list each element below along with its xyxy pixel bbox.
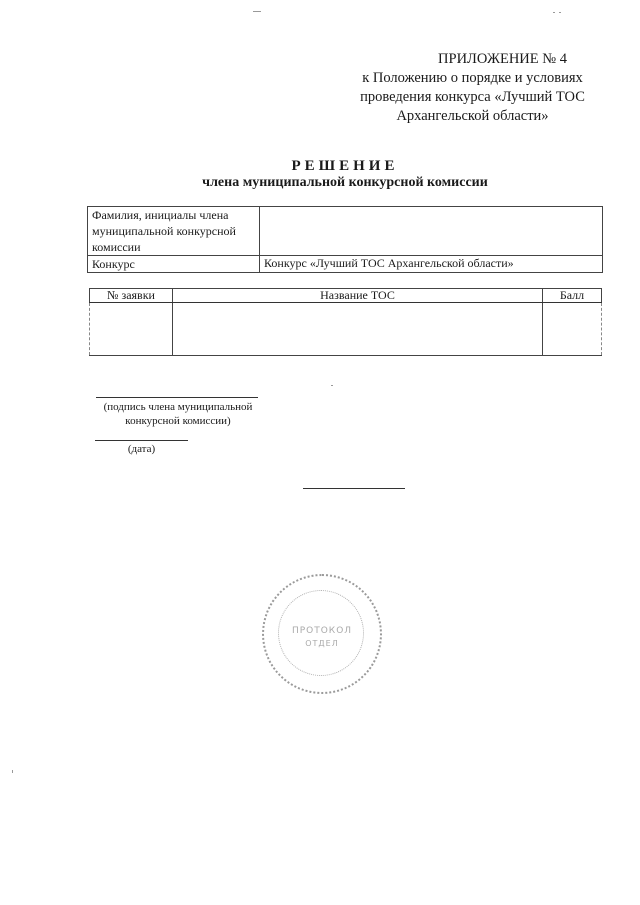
contest-value: Конкурс «Лучший ТОС Архангельской области» [260, 256, 603, 273]
appendix-number: ПРИЛОЖЕНИЕ № 4 [438, 51, 567, 67]
member-name-label: Фамилия, инициалы члена муниципальной конкурсной комиссии [88, 207, 260, 256]
scan-artifact [559, 12, 561, 13]
signature-line [96, 397, 258, 398]
table-header-row [90, 289, 602, 303]
stamp-subtext: ОТДЕЛ [305, 639, 339, 648]
date-line [95, 440, 188, 441]
document-subtitle: члена муниципальной конкурсной комиссии [202, 175, 488, 190]
date-caption: (дата) [127, 443, 156, 455]
table-row [88, 256, 603, 273]
contest-label: Конкурс [88, 256, 260, 273]
application-number-cell[interactable] [90, 303, 173, 356]
signature-caption-line: (подпись члена муниципальной [103, 401, 253, 413]
document-title: РЕШЕНИЕ [291, 158, 399, 174]
appendix-line: Архангельской области» [396, 108, 549, 124]
stamp-text: ПРОТОКОЛ [291, 626, 353, 636]
signature-caption [88, 400, 268, 428]
header-application-number: № заявки [90, 289, 173, 303]
scan-artifact [331, 385, 333, 386]
score-cell[interactable] [543, 303, 602, 356]
scan-artifact [553, 12, 555, 13]
table-row [88, 207, 603, 256]
scan-artifact [12, 770, 13, 773]
appendix-line: к Положению о порядке и условиях [362, 70, 583, 86]
header-tos-name: Название ТОС [173, 289, 543, 303]
tos-name-cell[interactable] [173, 303, 543, 356]
score-table [89, 288, 602, 356]
separator-line [303, 488, 405, 489]
appendix-header [340, 50, 605, 126]
header-score: Балл [543, 289, 602, 303]
official-stamp [262, 574, 382, 694]
member-name-field[interactable] [260, 207, 603, 256]
table-row [90, 303, 602, 356]
scan-artifact [253, 11, 261, 12]
signature-caption-line: конкурсной комиссии) [125, 415, 231, 427]
appendix-line: проведения конкурса «Лучший ТОС [360, 89, 585, 105]
info-table [87, 206, 603, 273]
